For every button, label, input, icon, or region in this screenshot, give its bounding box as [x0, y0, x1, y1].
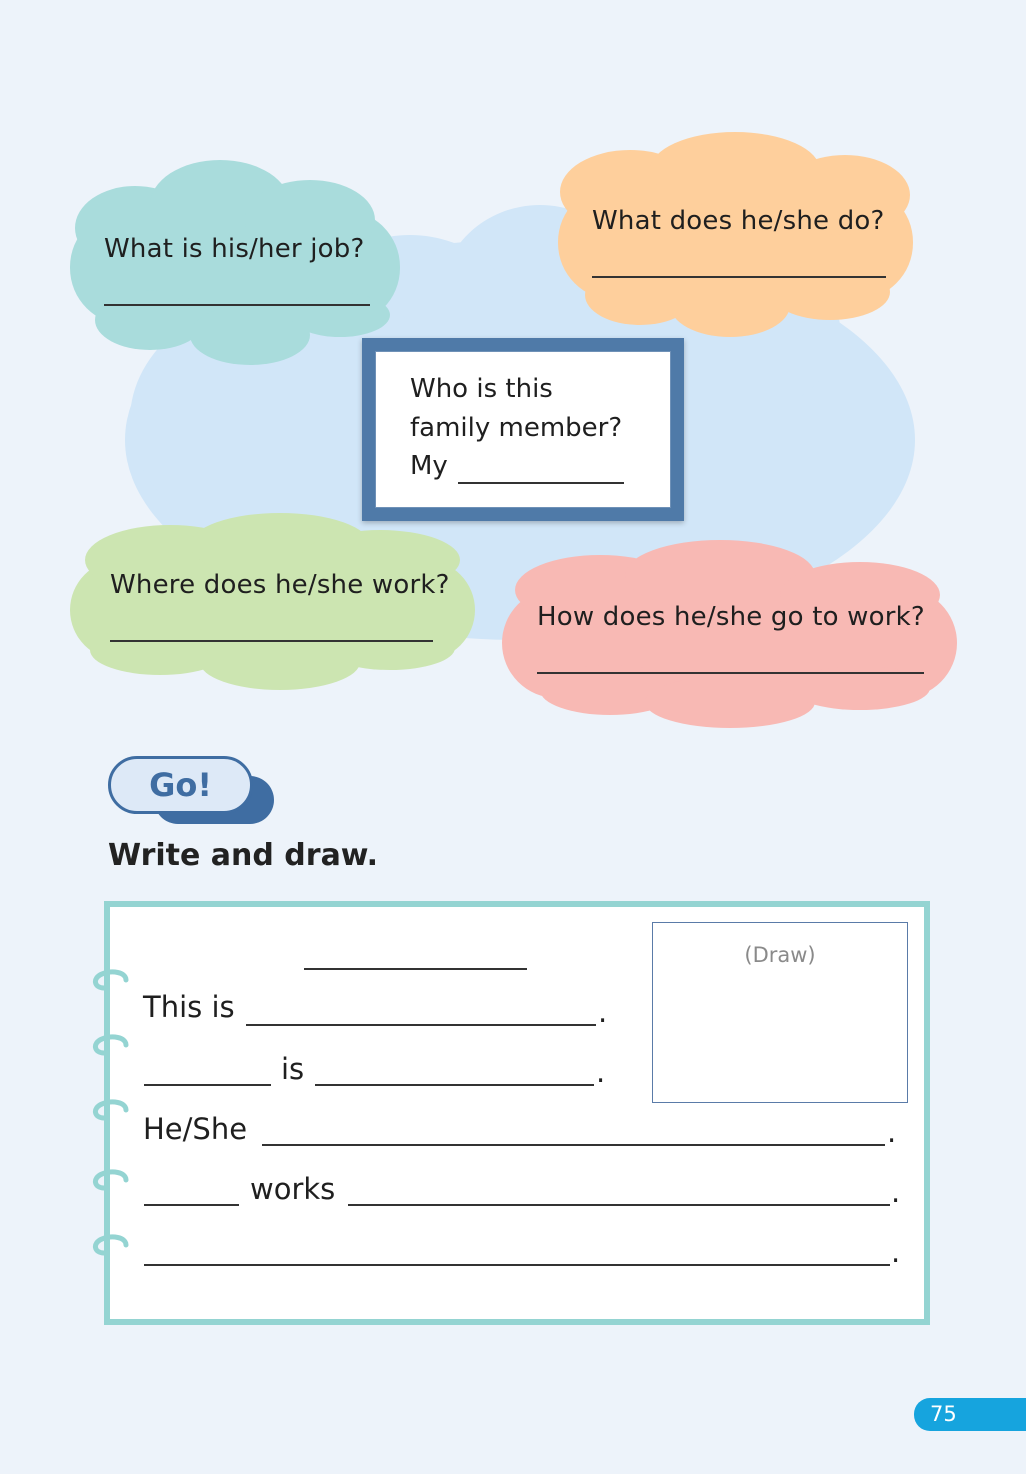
period: .	[596, 1055, 606, 1089]
answer-line-where[interactable]	[110, 640, 433, 642]
answer-line-he-she[interactable]	[262, 1144, 885, 1146]
page-number: 75	[914, 1398, 1026, 1431]
spiral-ring-icon	[90, 1168, 130, 1192]
answer-line-this-is[interactable]	[246, 1024, 596, 1026]
answer-line-job[interactable]	[104, 304, 370, 306]
text-works: works	[250, 1172, 336, 1206]
title-line[interactable]	[304, 968, 527, 970]
green-cloud	[70, 513, 475, 690]
answer-line-is[interactable]	[315, 1084, 594, 1086]
pink-cloud	[502, 540, 957, 728]
question-how: How does he/she go to work?	[537, 602, 925, 632]
drawing-box[interactable]	[652, 922, 908, 1103]
question-job: What is his/her job?	[104, 234, 365, 264]
spiral-ring-icon	[90, 1098, 130, 1122]
card-line-1: Who is this	[410, 374, 553, 404]
card-inner	[375, 351, 671, 508]
spiral-ring-icon	[90, 1033, 130, 1057]
section-heading: Write and draw.	[108, 838, 378, 873]
period: .	[598, 995, 608, 1029]
text-this-is: This is	[143, 990, 235, 1024]
period: .	[891, 1175, 901, 1209]
answer-line-how[interactable]	[537, 672, 924, 674]
spiral-ring-icon	[90, 968, 130, 992]
question-do: What does he/she do?	[592, 206, 885, 236]
answer-line-family-member[interactable]	[458, 482, 624, 484]
card-line-2: family member?	[410, 413, 623, 443]
family-member-card	[362, 338, 684, 521]
go-badge: Go!	[108, 756, 253, 814]
period: .	[891, 1235, 901, 1269]
answer-line-name[interactable]	[144, 1084, 271, 1086]
text-is: is	[281, 1052, 305, 1086]
card-line-3: My	[410, 451, 448, 481]
answer-line-subject[interactable]	[144, 1204, 239, 1206]
question-where: Where does he/she work?	[110, 570, 450, 600]
text-he-she: He/She	[143, 1112, 248, 1146]
draw-label: (Draw)	[744, 943, 816, 967]
answer-line-extra[interactable]	[144, 1264, 890, 1266]
period: .	[887, 1115, 897, 1149]
spiral-ring-icon	[90, 1233, 130, 1257]
answer-line-do[interactable]	[592, 276, 886, 278]
answer-line-works[interactable]	[348, 1204, 890, 1206]
